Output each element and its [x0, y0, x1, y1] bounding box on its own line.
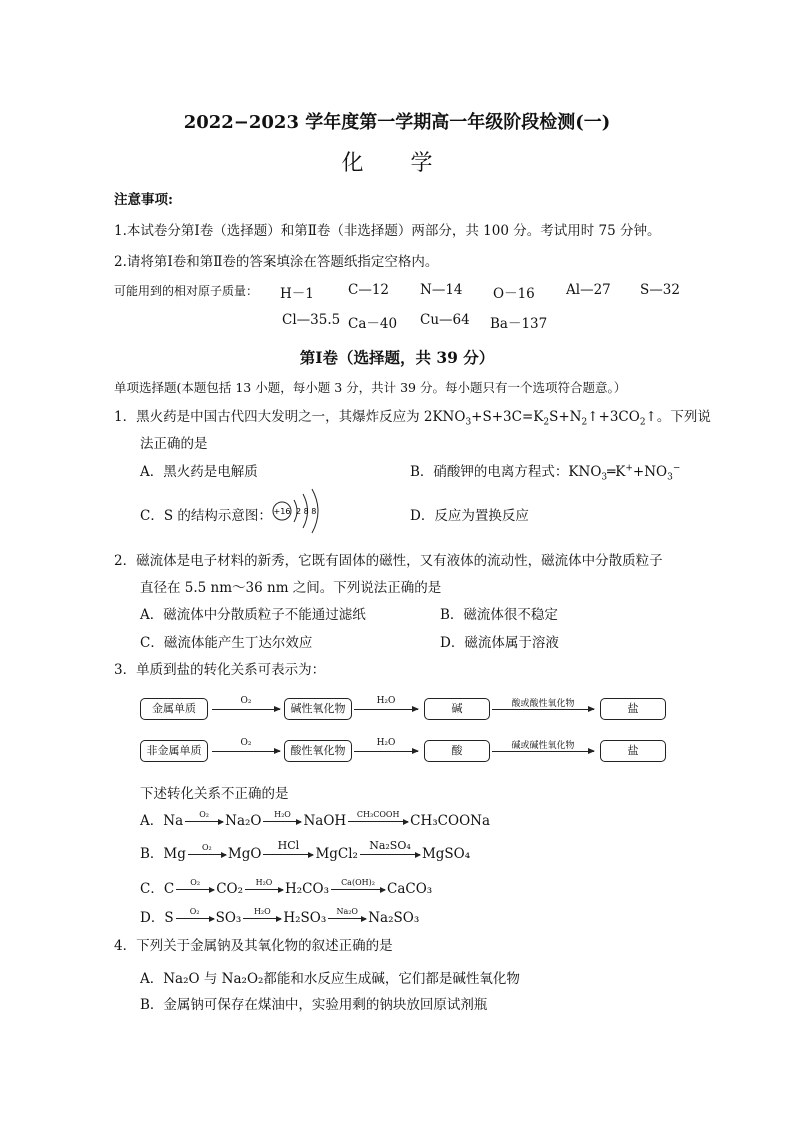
q1-stem: 1．黑火药是中国古代四大发明之一，其爆炸反应为 $2KNO_3+S+3C=K_2S+N_2↑+3CO_2↑$。下列说	[114, 409, 711, 428]
section-1-title: 第Ⅰ卷（选择题，共 39 分）	[299, 348, 495, 367]
atomic-mass-n: N—14	[420, 282, 463, 298]
atomic-mass-label: 可能用到的相对原子质量：	[114, 284, 259, 298]
atomic-mass-al: Al—27	[566, 282, 611, 298]
q3-option-c: C．C O₂ CO₂ H₂O H₂CO₃ Ca(OH)₂ CaCO₃	[140, 878, 433, 897]
q1-option-b: B．硝酸钾的电离方程式：$KNO_3═K^++NO_3^-$	[410, 463, 681, 483]
flow-arrow	[492, 751, 594, 752]
flow-box-metal: 金属单质	[140, 698, 208, 720]
atomic-mass-ba: Ba－137	[490, 316, 548, 332]
flow-box-acid: 酸	[424, 740, 490, 762]
flow-label: O₂	[240, 738, 252, 748]
sulfur-nucleus-label: +16	[273, 507, 291, 516]
flow-label: O₂	[240, 696, 252, 706]
flow-label: 酸或酸性氧化物	[511, 699, 575, 709]
q1-option-c: C．S 的结构示意图：	[140, 508, 272, 524]
q1-option-d: D．反应为置换反应	[410, 508, 529, 524]
flow-box-salt: 盐	[600, 698, 666, 720]
section-1-instructions: 单项选择题(本题包括 13 小题，每小题 3 分，共计 39 分。每小题只有一个选项符合题意。）	[114, 380, 627, 395]
subject-title: 化 学	[341, 151, 453, 176]
q2-option-b: B．磁流体很不稳定	[440, 607, 558, 623]
q4-option-b: B．金属钠可保存在煤油中，实验用剩的钠块放回原试剂瓶	[140, 997, 488, 1013]
q3-question: 下述转化关系不正确的是	[140, 786, 289, 802]
q1-option-a: A．黑火药是电解质	[140, 464, 258, 480]
note-item-2: 2.请将第Ⅰ卷和第Ⅱ卷的答案填涂在答题纸指定空格内。	[114, 254, 439, 270]
q2-option-a: A．磁流体中分散质粒子不能通过滤纸	[140, 607, 366, 623]
exam-title: 2022−2023 学年度第一学期高一年级阶段检测(一)	[183, 112, 611, 133]
flow-label: 碱或碱性氧化物	[511, 741, 575, 751]
q2-option-c: C．磁流体能产生丁达尔效应	[140, 635, 313, 651]
q4-option-a: A．Na₂O 与 Na₂O₂都能和水反应生成碱，它们都是碱性氧化物	[140, 971, 520, 987]
atomic-mass-cl: Cl—35.5	[282, 312, 341, 328]
sulfur-structure-diagram	[270, 486, 330, 536]
flow-arrow	[492, 709, 594, 710]
atomic-mass-o: O－16	[493, 286, 535, 302]
q4-stem: 4．下列关于金属钠及其氧化物的叙述正确的是	[114, 938, 393, 954]
atomic-mass-ca: Ca－40	[348, 316, 398, 332]
q3-option-a: A．Na O₂ Na₂O H₂O NaOH CH₃COOH CH₃COONa	[140, 810, 491, 829]
q1-stem-line2: 法正确的是	[140, 436, 208, 452]
flow-box-nonmetal: 非金属单质	[140, 740, 208, 762]
q3-option-b: B．Mg O₂ MgO HCl MgCl₂ Na₂SO₄ MgSO₄	[140, 839, 471, 862]
flow-label: H₂O	[376, 738, 396, 748]
sulfur-shells-label: 2 8 8	[296, 507, 317, 516]
flow-box-acidic-oxide: 酸性氧化物	[284, 740, 352, 762]
note-item-1: 1.本试卷分第Ⅰ卷（选择题）和第Ⅱ卷（非选择题）两部分，共 100 分。考试用时 75 分钟。	[114, 223, 661, 239]
flow-arrow	[354, 751, 418, 752]
q3-option-d: D．S O₂ SO₃ H₂O H₂SO₃ Na₂O Na₂SO₃	[140, 907, 420, 926]
flow-label: H₂O	[376, 696, 396, 706]
atomic-mass-h: H－1	[280, 286, 314, 302]
flow-box-base: 碱	[424, 698, 490, 720]
flow-arrow	[354, 709, 418, 710]
flow-arrow	[212, 709, 280, 710]
atomic-mass-cu: Cu—64	[420, 312, 470, 328]
flow-arrow	[212, 751, 280, 752]
atomic-mass-s: S—32	[640, 282, 680, 298]
atomic-mass-c: C—12	[348, 282, 390, 298]
notes-heading: 注意事项:	[114, 192, 173, 208]
q3-stem: 3．单质到盐的转化关系可表示为：	[114, 662, 326, 678]
q2-option-d: D．磁流体属于溶液	[440, 635, 559, 651]
q2-stem: 2．磁流体是电子材料的新秀，它既有固体的磁性，又有液体的流动性，磁流体中分散质粒子	[114, 553, 663, 569]
q2-stem-line2: 直径在 5.5 nm～36 nm 之间。下列说法正确的是	[140, 580, 442, 596]
flow-box-salt: 盐	[600, 740, 666, 762]
flow-box-basic-oxide: 碱性氧化物	[284, 698, 352, 720]
